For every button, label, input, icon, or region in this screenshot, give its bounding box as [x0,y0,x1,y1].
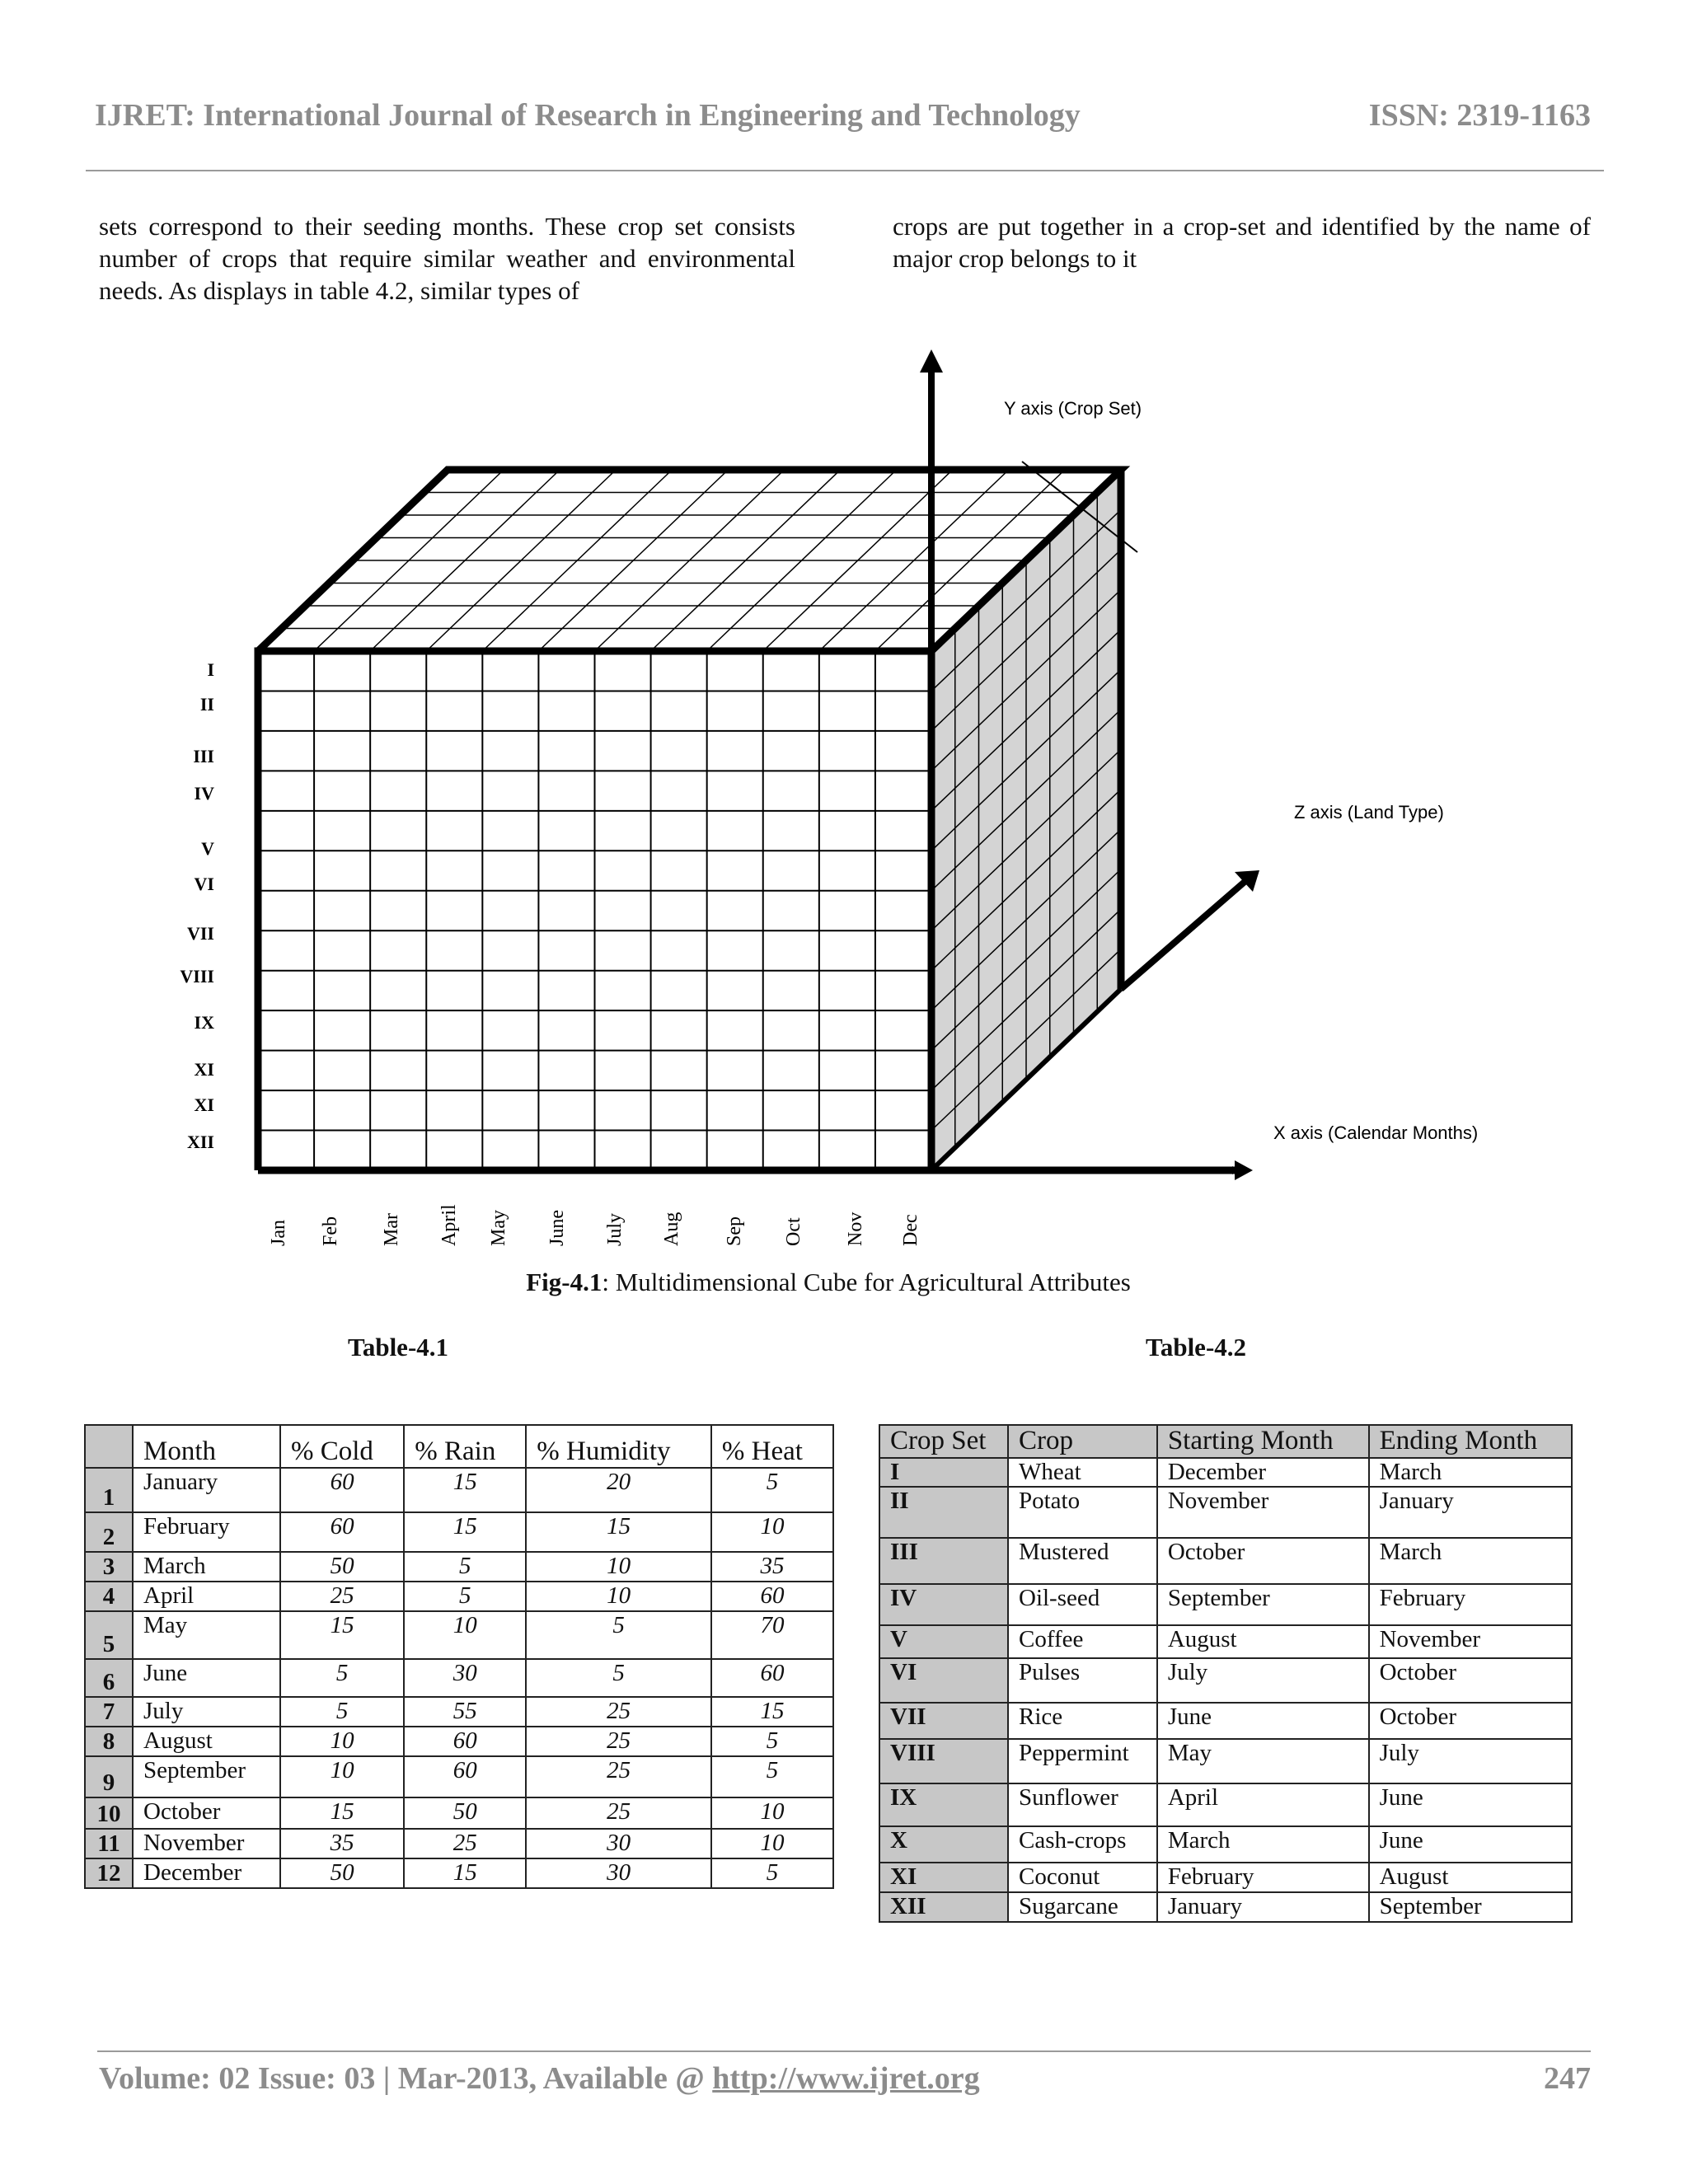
crop-set-label: IX [194,1012,214,1033]
body-text-right: crops are put together in a crop-set and identified by the name of major crop belongs to it [893,212,1591,273]
table-row [879,1658,1572,1703]
table-row [85,1552,833,1582]
table-cell: 55 [404,1697,526,1727]
month-label: Aug [661,1212,682,1246]
table-cell: June [133,1659,280,1697]
x-arrow-head [1235,1160,1253,1180]
table-cell: 25 [526,1797,711,1829]
journal-title: IJRET: International Journal of Research in Engineering and Technology [95,98,1081,133]
crop-set-cell: VIII [879,1739,1008,1783]
table-cell: March [133,1552,280,1582]
table-cell: May [133,1611,280,1659]
table-cell: 35 [280,1829,404,1858]
table-cell: March [1369,1458,1572,1487]
table-cell: Sunflower [1008,1783,1157,1826]
table-cell: January [133,1468,280,1512]
table-4-2-title: Table-4.2 [1146,1333,1247,1361]
table-cell: 30 [526,1829,711,1858]
crop-set-cell: IX [879,1783,1008,1826]
table-row [85,1697,833,1727]
page-footer [99,2060,980,2097]
table-cell: 50 [280,1552,404,1582]
table-cell: August [1157,1625,1369,1658]
month-label: Oct [783,1217,804,1246]
crop-set-label: IV [194,783,214,804]
table-cell: September [1369,1892,1572,1922]
row-number-cell: 9 [85,1756,133,1797]
table-cell: 15 [404,1858,526,1888]
month-label: Mar [381,1213,402,1246]
table-row [879,1703,1572,1739]
table-row [85,1858,833,1888]
crop-set-cell: III [879,1538,1008,1584]
crop-set-label: XI [194,1059,214,1080]
crop-set-label: VI [194,874,214,894]
crop-set-label: VIII [180,966,214,987]
table-cell: 25 [526,1697,711,1727]
table-row [85,1659,833,1697]
row-number-cell: 6 [85,1659,133,1697]
table-cell: 70 [711,1611,833,1659]
crop-set-cell: II [879,1487,1008,1538]
table-cell: 5 [280,1697,404,1727]
table-cell: 10 [280,1727,404,1756]
table-cell: October [1369,1658,1572,1703]
z-axis-label: Z axis (Land Type) [1294,802,1444,823]
table-header-cell [85,1425,133,1468]
table-cell: March [1369,1538,1572,1584]
table-cell: 10 [711,1797,833,1829]
table-cell: 50 [280,1858,404,1888]
table-cell: February [1157,1863,1369,1892]
table-header-cell: % Cold [280,1425,404,1468]
table-cell: Coffee [1008,1625,1157,1658]
month-label: July [604,1212,626,1246]
table-cell: September [133,1756,280,1797]
table-row [879,1892,1572,1922]
table-cell: 5 [404,1582,526,1611]
table-cell: December [133,1858,280,1888]
table-cell: 15 [526,1512,711,1552]
table-cell: April [1157,1783,1369,1826]
table-cell: 35 [711,1552,833,1582]
table-row [85,1468,833,1512]
table-cell: February [1369,1584,1572,1625]
month-label: June [546,1210,568,1246]
table-4-2 [879,1424,1573,1923]
table-cell: October [1157,1538,1369,1584]
crop-set-cell: V [879,1625,1008,1658]
table-header-cell: % Heat [711,1425,833,1468]
table-cell: 60 [280,1468,404,1512]
table-row [85,1829,833,1858]
table-cell: 30 [404,1659,526,1697]
table-cell: Rice [1008,1703,1157,1739]
table-cell: 15 [280,1611,404,1659]
crop-set-cell: XII [879,1892,1008,1922]
table-cell: 25 [526,1727,711,1756]
table-cell: February [133,1512,280,1552]
row-number-cell: 4 [85,1582,133,1611]
table-cell: 50 [404,1797,526,1829]
table-cell: 5 [280,1659,404,1697]
table-cell: 10 [711,1829,833,1858]
table-cell: 10 [526,1582,711,1611]
table-row [85,1756,833,1797]
table-row [85,1611,833,1659]
table-cell: 60 [280,1512,404,1552]
footer-volume: Volume: 02 Issue: 03 | Mar-2013, Available @ [99,2061,713,2096]
table-cell: Mustered [1008,1538,1157,1584]
table-header-cell: Crop Set [879,1425,1008,1458]
table-cell: 15 [280,1797,404,1829]
table-cell: August [1369,1863,1572,1892]
table-cell: 5 [526,1659,711,1697]
body-text-left: sets correspond to their seeding months. These crop set consists number of crops that require similar weather and environmental needs. As displays in table 4.2, similar types of [99,212,795,305]
table-cell: 15 [404,1468,526,1512]
table-cell: 60 [404,1727,526,1756]
table-cell: June [1157,1703,1369,1739]
x-axis-label: X axis (Calendar Months) [1273,1122,1479,1143]
crop-set-labels [180,659,214,1152]
table-cell: Sugarcane [1008,1892,1157,1922]
crop-set-label: I [207,659,214,680]
table-header-row [85,1425,833,1468]
crop-set-label: III [193,746,214,766]
crop-set-cell: IV [879,1584,1008,1625]
y-arrow-head [920,349,943,373]
row-number-cell: 8 [85,1727,133,1756]
y-axis-label: Y axis (Crop Set) [1004,398,1142,419]
table-cell: Oil-seed [1008,1584,1157,1625]
table-cell: March [1157,1826,1369,1863]
table-cell: Coconut [1008,1863,1157,1892]
table-header-cell: % Rain [404,1425,526,1468]
crop-set-label: XII [186,1132,214,1152]
caption-label: Fig-4.1 [526,1268,603,1296]
table-header-cell: % Humidity [526,1425,711,1468]
table-header-cell: Starting Month [1157,1425,1369,1458]
table-cell: Pulses [1008,1658,1157,1703]
table-cell: May [1157,1739,1369,1783]
crop-set-cell: I [879,1458,1008,1487]
row-number-cell: 1 [85,1468,133,1512]
table-cell: 60 [711,1659,833,1697]
table-cell: 5 [526,1611,711,1659]
table-cell: July [1157,1658,1369,1703]
table-header-cell: Ending Month [1369,1425,1572,1458]
table-cell: 20 [526,1468,711,1512]
row-number-cell: 11 [85,1829,133,1858]
cube-grid [258,470,1121,1170]
row-number-cell: 12 [85,1858,133,1888]
month-label: Nov [845,1212,866,1246]
table-cell: November [1369,1625,1572,1658]
month-label: Jan [268,1220,289,1246]
table-cell: 5 [711,1756,833,1797]
month-label: Sep [724,1216,745,1246]
page-number: 247 [1544,2061,1591,2096]
row-number-cell: 5 [85,1611,133,1659]
table-cell: December [1157,1458,1369,1487]
table-cell: January [1369,1487,1572,1538]
month-label: April [438,1204,460,1246]
table-cell: 10 [404,1611,526,1659]
table-cell: July [1369,1739,1572,1783]
table-cell: 25 [526,1756,711,1797]
month-label: Dec [900,1214,921,1246]
table-row [879,1625,1572,1658]
table-header-row [879,1425,1572,1458]
table-row [879,1458,1572,1487]
month-label: Feb [320,1216,341,1246]
table-cell: 5 [711,1858,833,1888]
crop-set-cell: X [879,1826,1008,1863]
table-cell: June [1369,1826,1572,1863]
table-cell: 30 [526,1858,711,1888]
crop-set-label: XI [194,1094,214,1115]
table-cell: June [1369,1783,1572,1826]
table-cell: 15 [404,1512,526,1552]
row-number-cell: 10 [85,1797,133,1829]
table-row [879,1783,1572,1826]
table-row [85,1582,833,1611]
figure-caption [0,1268,1657,1297]
caption-text: : Multidimensional Cube for Agricultural Attributes [602,1268,1131,1296]
table-4-1-title: Table-4.1 [348,1333,449,1361]
table-row [879,1863,1572,1892]
table-cell: 5 [404,1552,526,1582]
footer-rule [97,2050,1591,2052]
table-cell: 5 [711,1727,833,1756]
z-axis-arrow [1121,882,1245,989]
crop-set-label: VII [186,923,214,944]
table-row [879,1538,1572,1584]
table-cell: 25 [404,1829,526,1858]
crop-set-cell: VII [879,1703,1008,1739]
crop-set-cell: VI [879,1658,1008,1703]
table-row [85,1727,833,1756]
table-cell: 15 [711,1697,833,1727]
row-number-cell: 2 [85,1512,133,1552]
table-cell: September [1157,1584,1369,1625]
table-cell: October [1369,1703,1572,1739]
table-cell: August [133,1727,280,1756]
crop-set-cell: XI [879,1863,1008,1892]
issn: ISSN: 2319-1163 [1368,98,1591,133]
table-cell: Peppermint [1008,1739,1157,1783]
month-labels [268,1204,921,1246]
table-cell: July [133,1697,280,1727]
table-cell: 10 [526,1552,711,1582]
table-row [879,1584,1572,1625]
table-header-cell: Month [133,1425,280,1468]
row-number-cell: 3 [85,1552,133,1582]
crop-set-label: V [201,838,214,859]
table-row [879,1739,1572,1783]
footer-link[interactable]: http://www.ijret.org [712,2061,980,2096]
table-cell: 25 [280,1582,404,1611]
table-row [85,1797,833,1829]
table-cell: April [133,1582,280,1611]
table-cell: Potato [1008,1487,1157,1538]
row-number-cell: 7 [85,1697,133,1727]
table-row [879,1826,1572,1863]
table-row [85,1512,833,1552]
table-cell: 60 [404,1756,526,1797]
table-cell: 5 [711,1468,833,1512]
table-cell: October [133,1797,280,1829]
table-cell: Cash-crops [1008,1826,1157,1863]
month-label: May [488,1210,509,1246]
table-cell: November [133,1829,280,1858]
table-cell: 10 [711,1512,833,1552]
table-row [879,1487,1572,1538]
table-cell: Wheat [1008,1458,1157,1487]
table-4-1 [84,1424,834,1889]
crop-set-label: II [199,694,214,715]
table-cell: January [1157,1892,1369,1922]
table-cell: 60 [711,1582,833,1611]
table-cell: 10 [280,1756,404,1797]
table-cell: November [1157,1487,1369,1538]
table-header-cell: Crop [1008,1425,1157,1458]
